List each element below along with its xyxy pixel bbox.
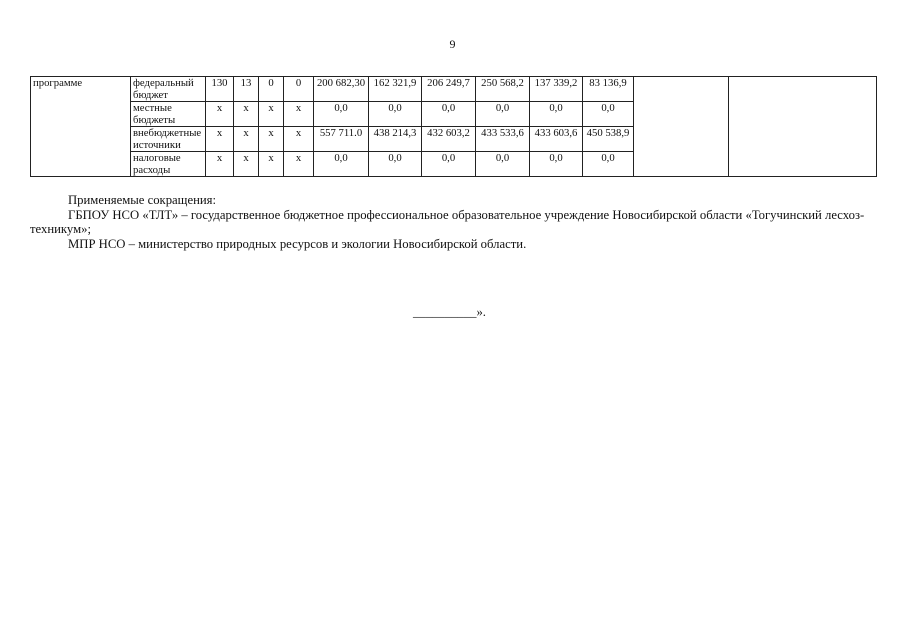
value-cell: 432 603,2 bbox=[422, 127, 476, 152]
value-cell: 206 249,7 bbox=[422, 77, 476, 102]
funding-source-cell: налоговые расходы bbox=[131, 152, 206, 177]
empty-cell bbox=[729, 77, 877, 177]
value-cell: 557 711.0 bbox=[314, 127, 369, 152]
value-cell: x bbox=[234, 102, 259, 127]
value-cell: x bbox=[259, 127, 284, 152]
abbreviation-gbpou-line-1: ГБПОУ НСО «ТЛТ» – государственное бюджетное профессиональное образовательное учреждение Новосибирской области «Тогучинский лесхоз- bbox=[68, 207, 865, 222]
abbreviation-gbpou-line-2: техникум»; bbox=[30, 222, 91, 236]
table-row bbox=[31, 77, 877, 102]
funding-source-cell: внебюджетные источники bbox=[131, 127, 206, 152]
value-cell: x bbox=[259, 102, 284, 127]
value-cell: 0,0 bbox=[422, 102, 476, 127]
abbreviation-mpr: МПР НСО – министерство природных ресурсов и экологии Новосибирской области. bbox=[68, 236, 527, 251]
value-cell: 0,0 bbox=[314, 152, 369, 177]
program-cell: программе bbox=[31, 77, 131, 177]
value-cell: 0,0 bbox=[583, 152, 634, 177]
value-cell: 0 bbox=[259, 77, 284, 102]
value-cell: x bbox=[284, 102, 314, 127]
budget-table bbox=[30, 76, 877, 177]
value-cell: 130 bbox=[206, 77, 234, 102]
value-cell: 433 533,6 bbox=[476, 127, 530, 152]
value-cell: 0,0 bbox=[369, 102, 422, 127]
value-cell: x bbox=[206, 102, 234, 127]
value-cell: x bbox=[234, 152, 259, 177]
page-number: 9 bbox=[449, 37, 456, 51]
funding-source-cell: федеральный бюджет bbox=[131, 77, 206, 102]
value-cell: 438 214,3 bbox=[369, 127, 422, 152]
empty-cell bbox=[634, 77, 729, 177]
value-cell: 162 321,9 bbox=[369, 77, 422, 102]
funding-source-cell: местные бюджеты bbox=[131, 102, 206, 127]
value-cell: x bbox=[206, 127, 234, 152]
abbreviations-section bbox=[30, 193, 876, 251]
value-cell: 0,0 bbox=[476, 152, 530, 177]
value-cell: x bbox=[284, 152, 314, 177]
value-cell: 0,0 bbox=[314, 102, 369, 127]
value-cell: 13 bbox=[234, 77, 259, 102]
value-cell: 0,0 bbox=[583, 102, 634, 127]
abbreviations-heading: Применяемые сокращения: bbox=[68, 193, 217, 207]
value-cell: 0 bbox=[284, 77, 314, 102]
value-cell: x bbox=[259, 152, 284, 177]
value-cell: 200 682,30 bbox=[314, 77, 369, 102]
value-cell: 0,0 bbox=[476, 102, 530, 127]
value-cell: x bbox=[284, 127, 314, 152]
value-cell: 250 568,2 bbox=[476, 77, 530, 102]
value-cell: 83 136,9 bbox=[583, 77, 634, 102]
value-cell: 0,0 bbox=[369, 152, 422, 177]
value-cell: 137 339,2 bbox=[530, 77, 583, 102]
value-cell: x bbox=[206, 152, 234, 177]
value-cell: 0,0 bbox=[530, 152, 583, 177]
value-cell: 0,0 bbox=[422, 152, 476, 177]
value-cell: x bbox=[234, 127, 259, 152]
closing-mark: __________». bbox=[413, 305, 486, 319]
value-cell: 433 603,6 bbox=[530, 127, 583, 152]
value-cell: 450 538,9 bbox=[583, 127, 634, 152]
value-cell: 0,0 bbox=[530, 102, 583, 127]
